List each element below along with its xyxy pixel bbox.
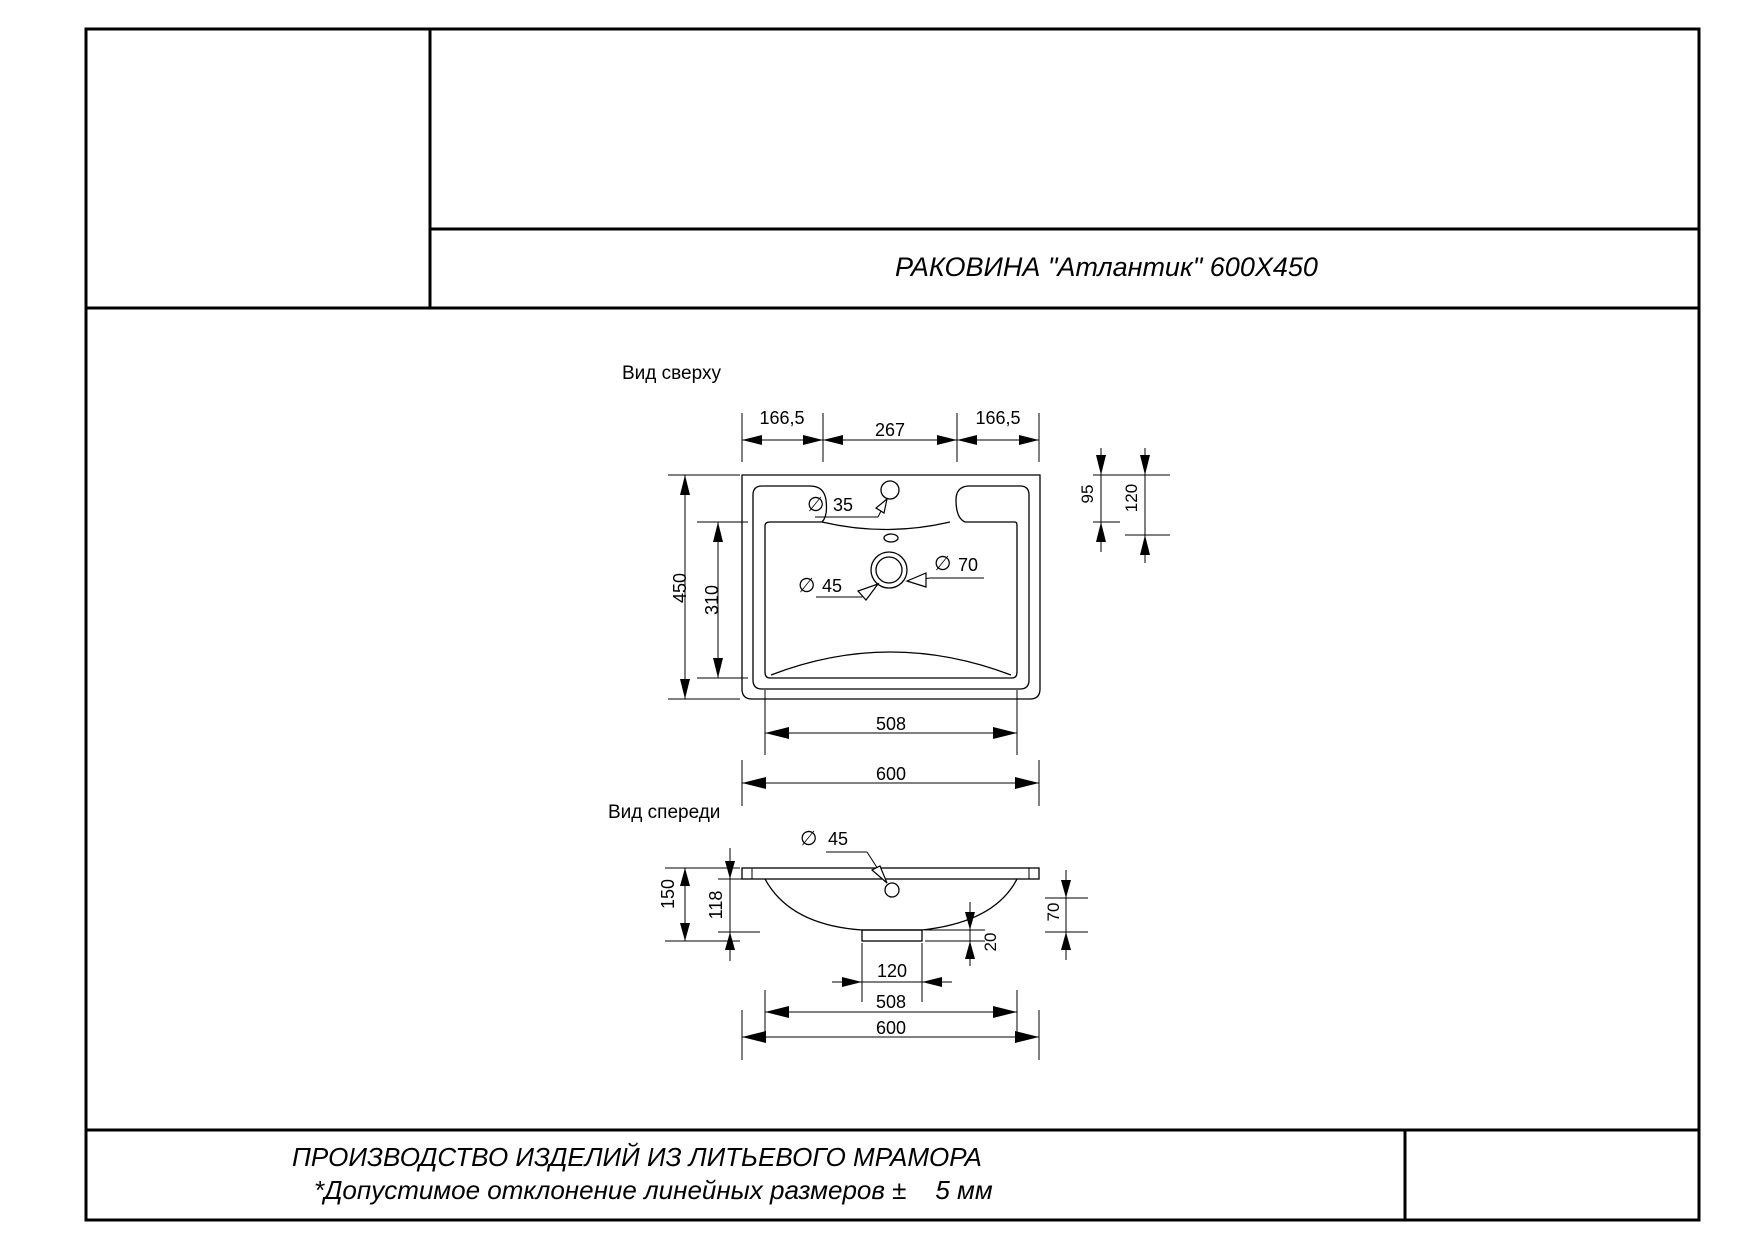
bowl-front-curve	[771, 652, 1011, 675]
dim-bowl-depth: 310	[702, 584, 722, 616]
dim-drain-hole: 45	[828, 829, 849, 849]
countertop-slab	[742, 868, 1039, 879]
diameter-icon: ∅	[934, 553, 952, 575]
sheet-border	[86, 29, 1699, 1220]
front-view	[608, 802, 1088, 1060]
dim-arrow	[803, 435, 823, 445]
overflow-slot	[884, 534, 898, 542]
dim-overall-width: 600	[875, 764, 907, 784]
dim-overall-depth: 450	[670, 572, 690, 604]
dim-arrow	[922, 977, 942, 987]
drain-inner-ring	[876, 557, 902, 583]
dim-arrow	[1096, 522, 1106, 542]
drain-outlet	[862, 930, 922, 941]
dim-arrow	[965, 912, 975, 930]
dim-right-offset: 166,5	[975, 408, 1021, 428]
dim-arrow	[713, 522, 723, 542]
dim-arrow	[1015, 777, 1039, 789]
dim-rim-drop: 70	[1044, 902, 1063, 922]
dim-arrow	[725, 861, 735, 879]
dim-outlet-height: 20	[981, 932, 1000, 952]
diameter-icon: ∅	[807, 494, 825, 516]
dim-overall-height: 150	[658, 878, 678, 910]
basin-outer-outline	[742, 475, 1040, 699]
dim-front-overall-width: 600	[875, 1018, 907, 1038]
leader-arrow	[907, 573, 926, 587]
dim-arrow	[1061, 880, 1071, 898]
dim-arrow	[1061, 932, 1071, 950]
dim-arrow	[957, 435, 977, 445]
dim-arrow	[765, 727, 789, 739]
dim-drain-inner: 45	[822, 576, 843, 596]
dim-arrow	[680, 679, 690, 699]
top-view	[622, 363, 1170, 806]
diameter-icon: ∅	[798, 575, 816, 597]
dim-arrow	[823, 435, 843, 445]
dim-arrow	[680, 923, 690, 941]
dim-bowl-width: 508	[875, 714, 907, 734]
dim-bowl-height: 118	[706, 890, 726, 920]
dim-center-span: 267	[874, 420, 906, 440]
overflow-hole	[885, 883, 899, 897]
dim-arrow	[680, 868, 690, 886]
dim-arrow	[993, 1006, 1017, 1018]
dim-drain-outer: 70	[958, 555, 979, 575]
dim-arrow	[1140, 455, 1150, 475]
product-title: РАКОВИНА "Атлантик" 600Х450	[895, 252, 1318, 282]
dim-arrow	[680, 475, 690, 495]
front-view-label: Вид спереди	[608, 802, 721, 823]
dim-arrow	[742, 777, 766, 789]
leader-arrow	[876, 499, 887, 513]
dim-arrow	[742, 435, 762, 445]
dim-arrow	[993, 727, 1017, 739]
footer-company-line: ПРОИЗВОДСТВО ИЗДЕЛИЙ ИЗ ЛИТЬЕВОГО МРАМОРА	[292, 1142, 982, 1172]
dim-arrow	[1015, 1031, 1039, 1043]
dim-edge-b: 120	[1122, 483, 1141, 513]
dim-arrow	[742, 1031, 766, 1043]
dim-left-offset: 166,5	[759, 408, 805, 428]
dim-front-bowl-width: 508	[875, 992, 907, 1012]
top-view-label: Вид сверху	[622, 363, 721, 384]
dim-arrow	[937, 435, 957, 445]
dim-outlet-width: 120	[876, 961, 908, 981]
dim-arrow	[842, 977, 862, 987]
tap-deck-curve	[822, 522, 950, 530]
dim-arrow	[965, 941, 975, 959]
dim-edge-a: 95	[1078, 484, 1097, 504]
dim-tap-hole: 35	[833, 495, 854, 515]
dim-arrow	[1096, 455, 1106, 475]
tap-hole	[881, 481, 899, 499]
dim-arrow	[713, 658, 723, 678]
bowl-profile	[765, 879, 1017, 930]
dim-arrow	[765, 1006, 789, 1018]
leader-arrow	[858, 584, 878, 600]
dim-arrow	[1140, 535, 1150, 555]
diameter-icon: ∅	[800, 828, 818, 850]
footer-tolerance-note: *Допустимое отклонение линейных размеров ± 5 мм	[314, 1175, 993, 1205]
dim-arrow	[1019, 435, 1039, 445]
